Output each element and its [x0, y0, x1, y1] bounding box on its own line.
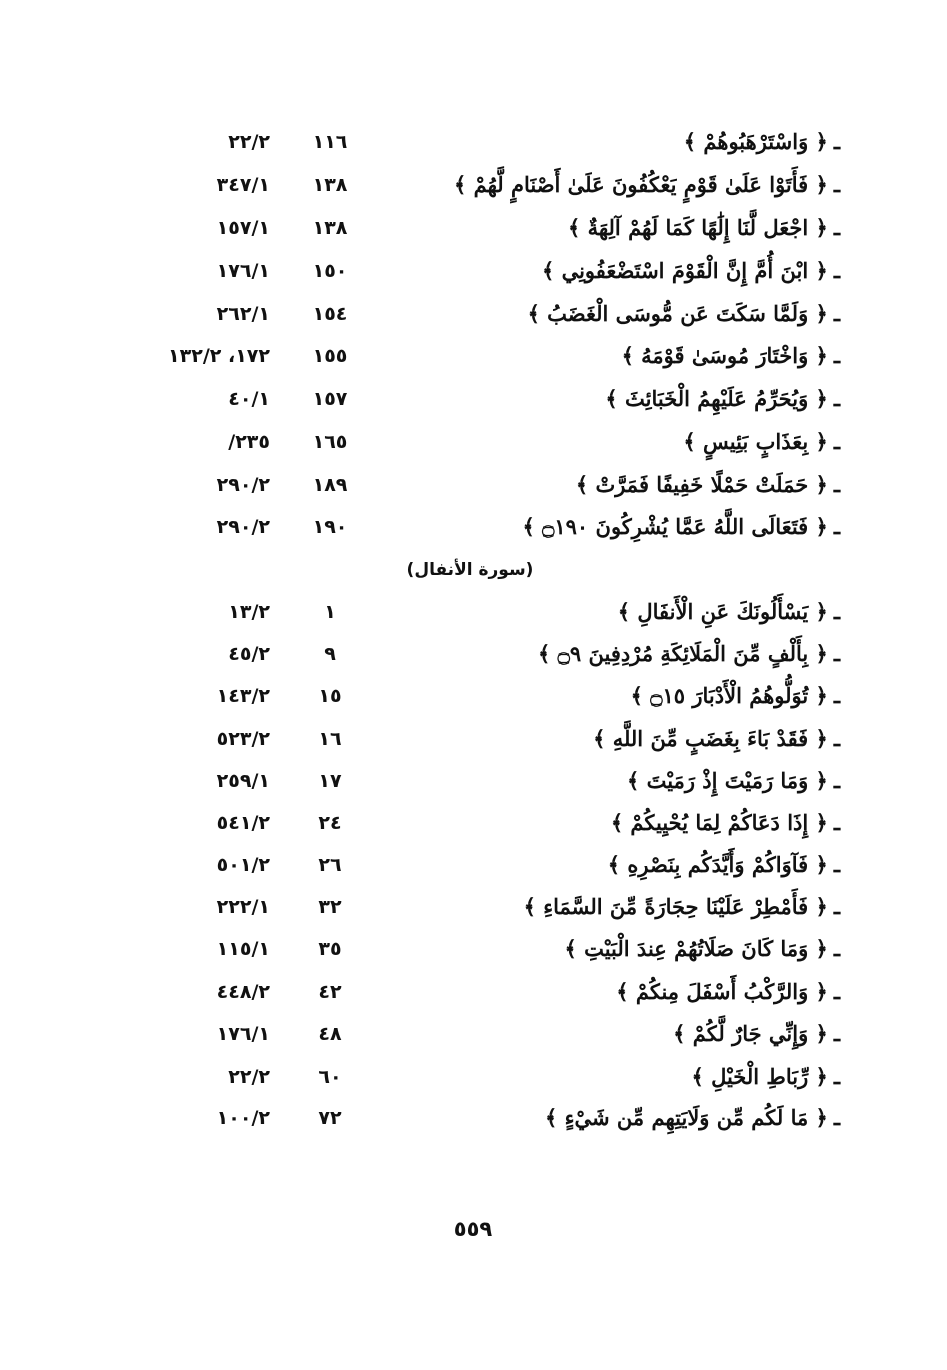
entry-dash: ـ: [833, 215, 840, 240]
verse-text: [683, 422, 840, 462]
verse-quote: ﴿ حَمَلَتْ حَمْلًا خَفِيفًا فَمَرَّتْ ﴾: [575, 472, 828, 497]
verse-quote: ﴿ بِأَلْفٍ مِّنَ الْمَلَائِكَةِ مُرْدِفِينَ ۝٩ ﴾: [537, 641, 828, 666]
verse-quote: ﴿ وَاخْتَارَ مُوسَىٰ قَوْمَهُ ﴾: [621, 343, 828, 368]
index-entry: [120, 929, 840, 969]
volume-page-ref: ٣٤٧/١: [216, 174, 270, 196]
ayah-number: ٢٤: [318, 812, 342, 834]
volume-page-ref: ١٤٣/٢: [216, 685, 270, 707]
index-entry: [120, 887, 840, 927]
entry-dash: ـ: [833, 343, 840, 368]
ayah-number: ١٣٨: [312, 174, 348, 196]
verse-quote: ﴿ فَآوَاكُمْ وَأَيَّدَكُم بِنَصْرِهِ ﴾: [607, 852, 828, 877]
verse-quote: ﴿ اجْعَل لَّنَا إِلَٰهًا كَمَا لَهُمْ آلِهَةٌ ﴾: [567, 215, 828, 240]
verse-text: [568, 208, 840, 248]
page-number: ٥٥٩: [453, 1217, 493, 1241]
volume-page-ref: ١٠٠/٢: [216, 1107, 270, 1129]
entry-dash: ـ: [833, 1021, 840, 1046]
index-entry: [120, 379, 840, 419]
entry-dash: ـ: [833, 1105, 840, 1130]
ayah-number: ١: [324, 601, 336, 623]
ayah-number: ١٦٥: [312, 431, 348, 453]
volume-page-ref: ١٧٢، ١٣٢/٢: [168, 345, 270, 367]
entry-dash: ـ: [833, 979, 840, 1004]
index-entry: [120, 803, 840, 843]
entry-dash: ـ: [833, 936, 840, 961]
index-entry: [120, 1057, 840, 1097]
ayah-number: ١٥: [318, 685, 342, 707]
volume-page-ref: ١٧٦/١: [216, 1023, 270, 1045]
entry-dash: ـ: [833, 810, 840, 835]
entry-dash: ـ: [833, 599, 840, 624]
ayah-number: ٣٢: [318, 896, 342, 918]
verse-quote: ﴿ إِذَا دَعَاكُمْ لِمَا يُحْيِيكُمْ ﴾: [610, 810, 828, 835]
ayah-number: ١١٦: [312, 131, 348, 153]
index-entry: [120, 1098, 840, 1138]
ayah-number: ٩: [324, 643, 336, 665]
volume-page-ref: ٤٠/١: [228, 388, 270, 410]
index-entry: [120, 251, 840, 291]
ayah-number: ٦٠: [318, 1066, 342, 1088]
ayah-number: ٧٢: [318, 1107, 342, 1129]
volume-page-ref: ٤٤٨/٢: [216, 981, 270, 1003]
entry-dash: ـ: [833, 852, 840, 877]
index-entry: [120, 294, 840, 334]
ayah-number: ١٦: [318, 728, 342, 750]
verse-quote: ﴿ بِعَذَابٍ بَئِيسٍ ﴾: [683, 429, 828, 454]
verse-text: [618, 592, 840, 632]
volume-page-ref: ٢٥٩/١: [216, 770, 270, 792]
verse-text: [616, 972, 840, 1012]
index-entry: [120, 465, 840, 505]
verse-text: [684, 122, 840, 162]
entry-dash: ـ: [833, 1064, 840, 1089]
index-entry: [120, 972, 840, 1012]
volume-page-ref: ٢٢/٢: [228, 1066, 270, 1088]
verse-text: [454, 165, 840, 205]
ayah-number: ٤٢: [318, 981, 342, 1003]
verse-text: [564, 929, 840, 969]
index-entry: [120, 634, 840, 674]
verse-quote: ﴿ وَلَمَّا سَكَتَ عَن مُّوسَى الْغَضَبُ ﴾: [527, 301, 828, 326]
verse-text: [593, 719, 840, 759]
volume-page-ref: ٢٩٠/٢: [216, 516, 270, 538]
verse-quote: ﴿ وَاسْتَرْهَبُوهُمْ ﴾: [683, 129, 828, 154]
entry-dash: ـ: [833, 472, 840, 497]
entry-dash: ـ: [833, 172, 840, 197]
volume-page-ref: ١٥٧/١: [216, 217, 270, 239]
verse-text: [691, 1057, 840, 1097]
volume-page-ref: ٢٢/٢: [228, 131, 270, 153]
volume-page-ref: ١٣/٢: [228, 601, 270, 623]
ayah-number: ١٧: [318, 770, 342, 792]
volume-page-ref: ٥٤١/٢: [216, 812, 270, 834]
volume-page-ref: ٥٠١/٢: [216, 854, 270, 876]
index-entry: [120, 122, 840, 162]
ayah-number: ١٣٨: [312, 217, 348, 239]
index-entry: [120, 507, 840, 547]
volume-page-ref: ٢٦٢/١: [216, 303, 270, 325]
volume-page-ref: ١٧٦/١: [216, 260, 270, 282]
ayah-number: ٤٨: [318, 1023, 342, 1045]
verse-text: [538, 634, 840, 674]
entry-dash: ـ: [833, 514, 840, 539]
index-entry: [120, 1014, 840, 1054]
verse-quote: ﴿ وَمَا كَانَ صَلَاتُهُمْ عِندَ الْبَيْتِ ﴾: [564, 936, 828, 961]
surah-heading: (سورة الأنفال): [406, 560, 534, 580]
entry-dash: ـ: [833, 386, 840, 411]
verse-quote: ﴿ مَا لَكُم مِّن وَلَايَتِهِم مِّن شَيْءٍ ﴾: [545, 1105, 828, 1130]
index-entry: [120, 422, 840, 462]
verse-quote: ﴿ فَتَعَالَى اللَّهُ عَمَّا يُشْرِكُونَ ۝١٩٠ ﴾: [522, 514, 828, 539]
volume-page-ref: ١١٥/١: [216, 938, 270, 960]
entry-dash: ـ: [833, 894, 840, 919]
verse-quote: ﴿ وَيُحَرِّمُ عَلَيْهِمُ الْخَبَائِثَ ﴾: [605, 386, 828, 411]
verse-text: [622, 336, 840, 376]
entry-dash: ـ: [833, 301, 840, 326]
volume-page-ref: ٢٩٠/٢: [216, 474, 270, 496]
index-entry: [120, 761, 840, 801]
index-entry: [120, 676, 840, 716]
entry-dash: ـ: [833, 683, 840, 708]
verse-text: [627, 761, 840, 801]
entry-dash: ـ: [833, 129, 840, 154]
verse-text: [631, 676, 840, 716]
verse-quote: ﴿ تُوَلُّوهُمُ الْأَدْبَارَ ۝١٥ ﴾: [630, 683, 828, 708]
verse-quote: ﴿ فَأَمْطِرْ عَلَيْنَا حِجَارَةً مِّنَ السَّمَاءِ ﴾: [523, 894, 828, 919]
verse-quote: ﴿ فَأَتَوْا عَلَىٰ قَوْمٍ يَعْكُفُونَ عَلَىٰ أَصْنَامٍ لَّهُمْ ﴾: [453, 172, 828, 197]
verse-text: [522, 507, 840, 547]
verse-text: [673, 1014, 840, 1054]
entry-dash: ـ: [833, 768, 840, 793]
volume-page-ref: ٥٢٣/٢: [216, 728, 270, 750]
index-entry: [120, 845, 840, 885]
volume-page-ref: ٤٥/٢: [228, 643, 270, 665]
verse-quote: ﴿ رِّبَاطِ الْخَيْلِ ﴾: [691, 1064, 828, 1089]
verse-text: [608, 845, 840, 885]
verse-quote: ﴿ يَسْأَلُونَكَ عَنِ الْأَنفَالِ ﴾: [617, 599, 828, 624]
entry-dash: ـ: [833, 726, 840, 751]
volume-page-ref: ٢٣٥/: [228, 431, 270, 453]
entry-dash: ـ: [833, 641, 840, 666]
verse-text: [611, 803, 840, 843]
index-entry: [120, 719, 840, 759]
verse-quote: ﴿ وَإِنِّي جَارٌ لَّكُمْ ﴾: [673, 1021, 828, 1046]
entry-dash: ـ: [833, 258, 840, 283]
verse-quote: ﴿ وَالرَّكْبُ أَسْفَلَ مِنكُمْ ﴾: [616, 979, 828, 1004]
verse-quote: ﴿ وَمَا رَمَيْتَ إِذْ رَمَيْتَ ﴾: [627, 768, 828, 793]
ayah-number: ١٥٧: [312, 388, 348, 410]
verse-text: [605, 379, 840, 419]
verse-quote: ﴿ ابْنَ أُمَّ إِنَّ الْقَوْمَ اسْتَضْعَفُونِي ﴾: [541, 258, 828, 283]
volume-page-ref: ٢٢٢/١: [216, 896, 270, 918]
verse-text: [545, 1098, 840, 1138]
verse-quote: ﴿ فَقَدْ بَاءَ بِغَضَبٍ مِّنَ اللَّهِ ﴾: [593, 726, 828, 751]
ayah-number: ١٥٤: [312, 303, 348, 325]
ayah-number: ٣٥: [318, 938, 342, 960]
index-entry: [120, 592, 840, 632]
ayah-number: ١٨٩: [312, 474, 348, 496]
ayah-number: ١٥٥: [312, 345, 348, 367]
index-entry: [120, 336, 840, 376]
ayah-number: ١٥٠: [312, 260, 348, 282]
ayah-number: ٢٦: [318, 854, 342, 876]
verse-text: [576, 465, 840, 505]
index-entry: [120, 165, 840, 205]
verse-text: [528, 294, 840, 334]
verse-text: [542, 251, 840, 291]
verse-text: [524, 887, 840, 927]
index-entry: [120, 208, 840, 248]
entry-dash: ـ: [833, 429, 840, 454]
ayah-number: ١٩٠: [312, 516, 348, 538]
